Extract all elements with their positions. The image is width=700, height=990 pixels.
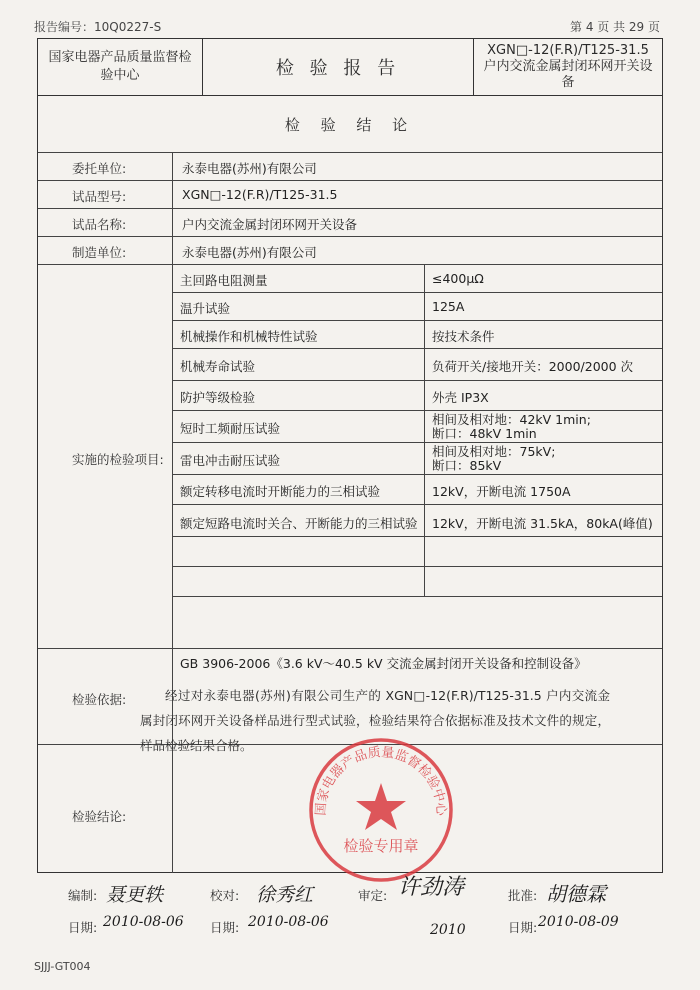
report-header	[37, 38, 663, 96]
approve-signature: 胡德霖	[546, 882, 606, 906]
approve-label: 批准:	[508, 888, 538, 903]
header-title: 检 验 报 告	[203, 39, 474, 95]
item-name: 额定短路电流时关合、开断能力的三相试验	[180, 516, 418, 531]
item-result: 负荷开关/接地开关：2000/2000 次	[432, 359, 634, 374]
table-rule	[172, 442, 662, 443]
table-rule	[38, 152, 662, 153]
table-rule	[172, 536, 662, 537]
item-name: 额定转移电流时开断能力的三相试验	[180, 484, 381, 499]
page-indicator: 第 4 页 共 29 页	[570, 20, 660, 34]
seal-graphic	[311, 740, 451, 880]
compile-signature: 聂更轶	[106, 884, 164, 906]
section-title: 检 验 结 论	[284, 116, 416, 134]
official-seal-icon	[306, 735, 456, 885]
review-label: 审定:	[358, 888, 388, 903]
check-label: 校对:	[210, 888, 240, 903]
item-name: 主回路电阻测量	[180, 273, 268, 288]
compile-label: 编制:	[68, 888, 98, 903]
item-result: 相间及相对地：75kV;	[432, 444, 556, 459]
approve-date-label: 日期:	[508, 920, 538, 935]
table-rule	[172, 348, 662, 349]
form-code: SJJJ-GT004	[34, 960, 91, 973]
table-rule	[172, 320, 662, 321]
table-rule	[38, 648, 662, 649]
compile-date: 2010-08-06	[103, 914, 184, 930]
conclusion-label: 检验结论:	[72, 809, 127, 824]
seal-ring-text: 国家电器产品质量监督检验中心	[313, 745, 449, 817]
table-rule	[172, 380, 662, 381]
item-name: 短时工频耐压试验	[180, 421, 281, 436]
item-result-line2: 断口：85kV	[432, 458, 502, 473]
item-name: 温升试验	[180, 301, 231, 316]
item-result: 125A	[432, 299, 465, 314]
header-organization: 国家电器产品质量监督检验中心	[38, 39, 203, 95]
review-signature: 许劲涛	[398, 875, 465, 900]
field-value-client: 永泰电器(苏州)有限公司	[182, 161, 317, 176]
item-result: 外壳 IP3X	[432, 390, 489, 405]
report-number: 报告编号：10Q0227-S	[34, 20, 162, 34]
field-value-manufacturer: 永泰电器(苏州)有限公司	[182, 245, 317, 260]
table-rule	[172, 410, 662, 411]
basis-standard: GB 3906-2006《3.6 kV～40.5 kV 交流金属封闭开关设备和控制设备》	[180, 656, 587, 671]
field-value-name: 户内交流金属封闭环网开关设备	[182, 217, 358, 232]
table-rule	[172, 596, 662, 597]
table-rule	[172, 152, 173, 873]
item-result: 12kV，开断电流 31.5kA，80kA(峰值)	[432, 516, 653, 531]
compile-date-label: 日期:	[68, 920, 98, 935]
field-value-model: XGN□-12(F.R)/T125-31.5	[182, 187, 338, 202]
table-rule	[38, 208, 662, 209]
seal-center-text: 检验专用章	[343, 837, 419, 855]
table-rule	[424, 264, 425, 596]
field-label-name: 试品名称:	[72, 217, 127, 232]
table-rule	[172, 474, 662, 475]
item-name: 机械操作和机械特性试验	[180, 329, 318, 344]
table-rule	[172, 504, 662, 505]
field-label-client: 委托单位:	[72, 161, 127, 176]
table-rule	[172, 566, 662, 567]
item-result: 12kV，开断电流 1750A	[432, 484, 571, 499]
check-date-label: 日期:	[210, 920, 240, 935]
item-result-line2: 断口：48kV 1min	[432, 426, 537, 441]
item-result: 相间及相对地：42kV 1min;	[432, 412, 591, 427]
basis-label: 检验依据:	[72, 692, 127, 707]
item-name: 雷电冲击耐压试验	[180, 453, 281, 468]
approve-date: 2010-08-09	[538, 914, 619, 930]
items-label: 实施的检验项目:	[72, 452, 164, 467]
item-result: 按技术条件	[432, 329, 495, 344]
field-label-model: 试品型号:	[72, 189, 127, 204]
table-rule	[38, 180, 662, 181]
item-name: 机械寿命试验	[180, 359, 256, 374]
review-date: 2010	[430, 922, 466, 938]
check-date: 2010-08-06	[248, 914, 329, 930]
check-signature: 徐秀红	[256, 884, 314, 906]
table-rule	[38, 236, 662, 237]
item-result: ≤400μΩ	[432, 271, 484, 286]
header-product: XGN□-12(F.R)/T125-31.5户内交流金属封闭环网开关设备	[483, 43, 653, 90]
table-rule	[172, 292, 662, 293]
table-rule	[38, 264, 662, 265]
conclusion-text: 经过对永泰电器(苏州)有限公司生产的 XGN□-12(F.R)/T125-31.5 户内交流金属封闭环网开关设备样品进行型式试验，检验结果符合依据标准及技术文件的规定，样品检验结果合格。	[140, 688, 610, 753]
item-name: 防护等级检验	[180, 390, 256, 405]
field-label-manufacturer: 制造单位:	[72, 245, 127, 260]
